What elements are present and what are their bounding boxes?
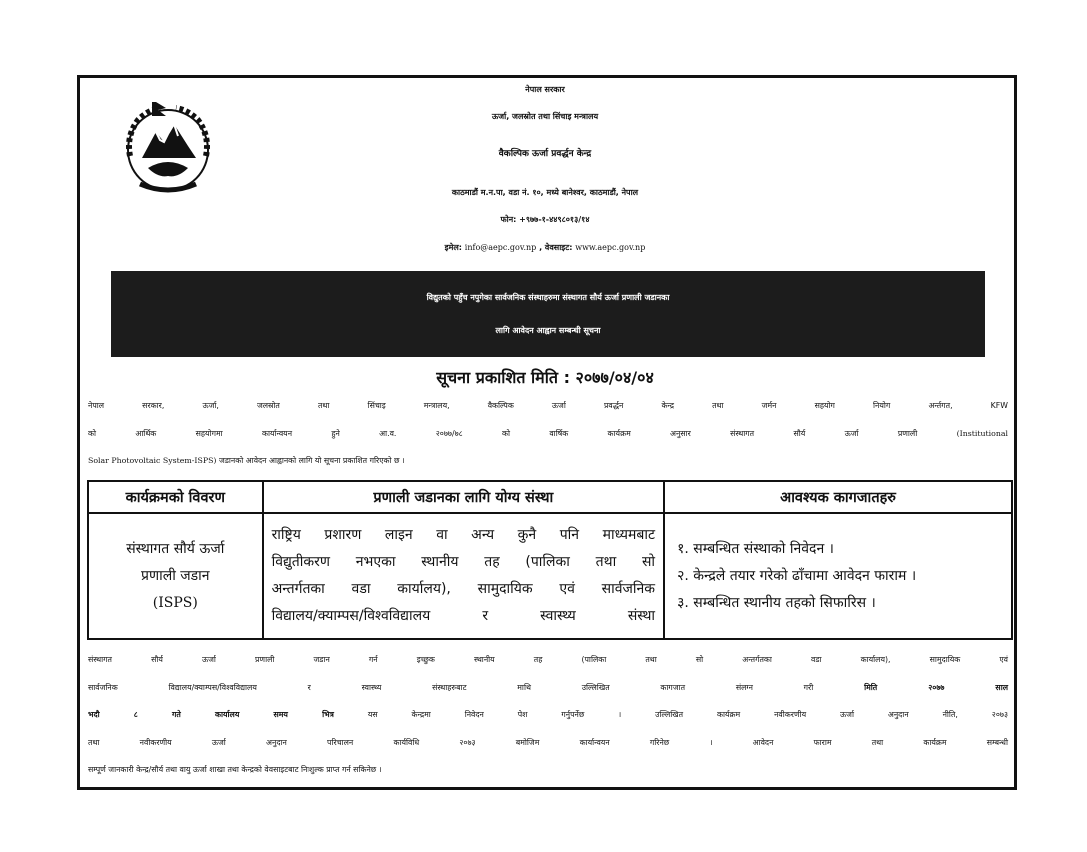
eligible-line-2: विद्युतीकरण नभएका स्थानीय तह (पालिका तथा सो [271, 554, 656, 570]
table-header-row [88, 481, 1012, 513]
eligible-line-4: विद्यालय/क्याम्पस/विश्वविद्यालय र स्वास्थ्य संस्था [271, 608, 656, 624]
phone-number: फोन: +९७७-१-४४९८०१३/१४ [500, 215, 590, 224]
centre-name: वैकल्पिक ऊर्जा प्रवर्द्धन केन्द्र [498, 149, 592, 159]
closing-line-3 [88, 701, 1008, 729]
closing-line-1: संस्थागत सौर्य ऊर्जा प्रणाली जडान गर्न इच्छुक स्थानीय तह (पालिका तथा सो अन्तर्गतका वडा कार्यालय), सामुदायिक एवं [88, 655, 1008, 664]
program-line-1: संस्थागत सौर्य ऊर्जा [126, 540, 225, 557]
column-header-program: कार्यक्रमको विवरण [88, 481, 263, 513]
document-item-2: २. केन्द्रले तयार गरेको ढाँचामा आवेदन फाराम । [677, 567, 917, 584]
document-item-3: ३. सम्बन्धित स्थानीय तहको सिफारिस । [677, 594, 876, 611]
closing-line-4: तथा नवीकरणीय ऊर्जा अनुदान परिचालन कार्यविधि २०७३ बमोजिम कार्यान्वयन गरिनेछ । आवेदन फाराम तथा कार्यक्रम सम्बन्धी [88, 737, 1008, 747]
closing-line-5: सम्पूर्ण जानकारी केन्द्र/सौर्य तथा वायु ऊर्जा शाखा तथा केन्द्रको वेवसाइटबाट निःशुल्क प्राप्त गर्न सकिनेछ । [88, 765, 382, 774]
nepal-government-emblem-icon [118, 96, 218, 196]
deadline-date-part-1: मिति २०७७ साल [864, 682, 1009, 692]
notice-title-line-1: विद्युतको पहुँच नपुगेका सार्वजनिक संस्थाहरुमा संस्थागत सौर्य ऊर्जा प्रणाली जडानका [426, 293, 670, 302]
government-name: नेपाल सरकार [525, 85, 565, 94]
closing-paragraph [88, 646, 1008, 784]
documents-cell [664, 513, 1012, 639]
notice-title-line-2: लागि आवेदन आह्वान सम्बन्धी सूचना [495, 326, 601, 335]
document-item-1: १. सम्बन्धित संस्थाको निवेदन । [677, 540, 834, 557]
closing-line-3-text: यस केन्द्रमा निवेदन पेश गर्नुपर्नेछ । उल्लिखित कार्यक्रम नवीकरणीय ऊर्जा अनुदान नीति, २०७३ [367, 710, 1008, 719]
program-cell [88, 513, 263, 639]
notice-title-banner [111, 271, 985, 357]
website-link[interactable]: www.aepc.gov.np [575, 243, 646, 252]
intro-line-1: नेपाल सरकार, ऊर्जा, जलस्रोत तथा सिंचाइ मन्त्रालय, वैकल्पिक ऊर्जा प्रवर्द्धन केन्द्र तथा जर्मन सहयोग नियोग अर्न्तगत, KFW [88, 401, 1008, 410]
column-header-documents: आवश्यक कागजातहरु [664, 481, 1012, 513]
intro-paragraph [88, 392, 1008, 475]
office-address: काठमाडौं म.न.पा, वडा नं. १०, मध्ये बानेश्वर, काठमाडौं, नेपाल [451, 188, 639, 197]
requirements-table [87, 480, 1013, 640]
deadline-date-part-2: भदौ ८ गते कार्यालय समय भित्र [88, 710, 334, 719]
column-header-eligible: प्रणाली जडानका लागि योग्य संस्था [263, 481, 664, 513]
intro-line-3-english: Solar Photovoltaic System-ISPS) [88, 456, 217, 465]
eligible-line-1: राष्ट्रिय प्रशारण लाइन वा अन्य कुनै पनि माध्यमबाट [271, 527, 656, 543]
ministry-name: ऊर्जा, जलस्रोत तथा सिंचाइ मन्त्रालय [491, 112, 599, 121]
program-line-2: प्रणाली जडान [141, 567, 210, 584]
eligible-line-3: अन्तर्गतका वडा कार्यालय), सामुदायिक एवं सार्वजनिक [271, 581, 656, 597]
closing-line-2 [88, 674, 1008, 702]
eligible-cell [263, 513, 664, 639]
closing-line-2-text: सार्वजनिक विद्यालय/क्याम्पस/विश्वविद्यालय र स्वास्थ्य संस्थाहरुबाट माथि उल्लिखित कागजात संलग्न गरी [88, 682, 814, 692]
table-row [88, 513, 1012, 639]
intro-line-3-text: जडानको आवेदन आह्वानको लागि यो सूचना प्रकाशित गरिएको छ । [218, 456, 405, 465]
email-label: इमेल: [444, 243, 462, 252]
intro-line-2-english: (Institutional [956, 428, 1008, 438]
intro-line-2-text: को आर्थिक सहयोगमा कार्यान्वयन हुने आ.व. २०७७/७८ को वार्षिक कार्यक्रम अनुसार संस्थागत सौर्य ऊर्जा प्रणाली [88, 428, 918, 438]
publication-date: सूचना प्रकाशित मिति : २०७७/०४/०४ [436, 368, 654, 387]
email-link[interactable]: info@aepc.gov.np [464, 243, 537, 252]
contact-line [265, 242, 825, 253]
intro-line-2 [88, 420, 1008, 448]
website-label: , वेवसाइट: [539, 243, 573, 252]
intro-line-3 [88, 447, 1008, 475]
program-line-3: (ISPS) [152, 594, 198, 611]
